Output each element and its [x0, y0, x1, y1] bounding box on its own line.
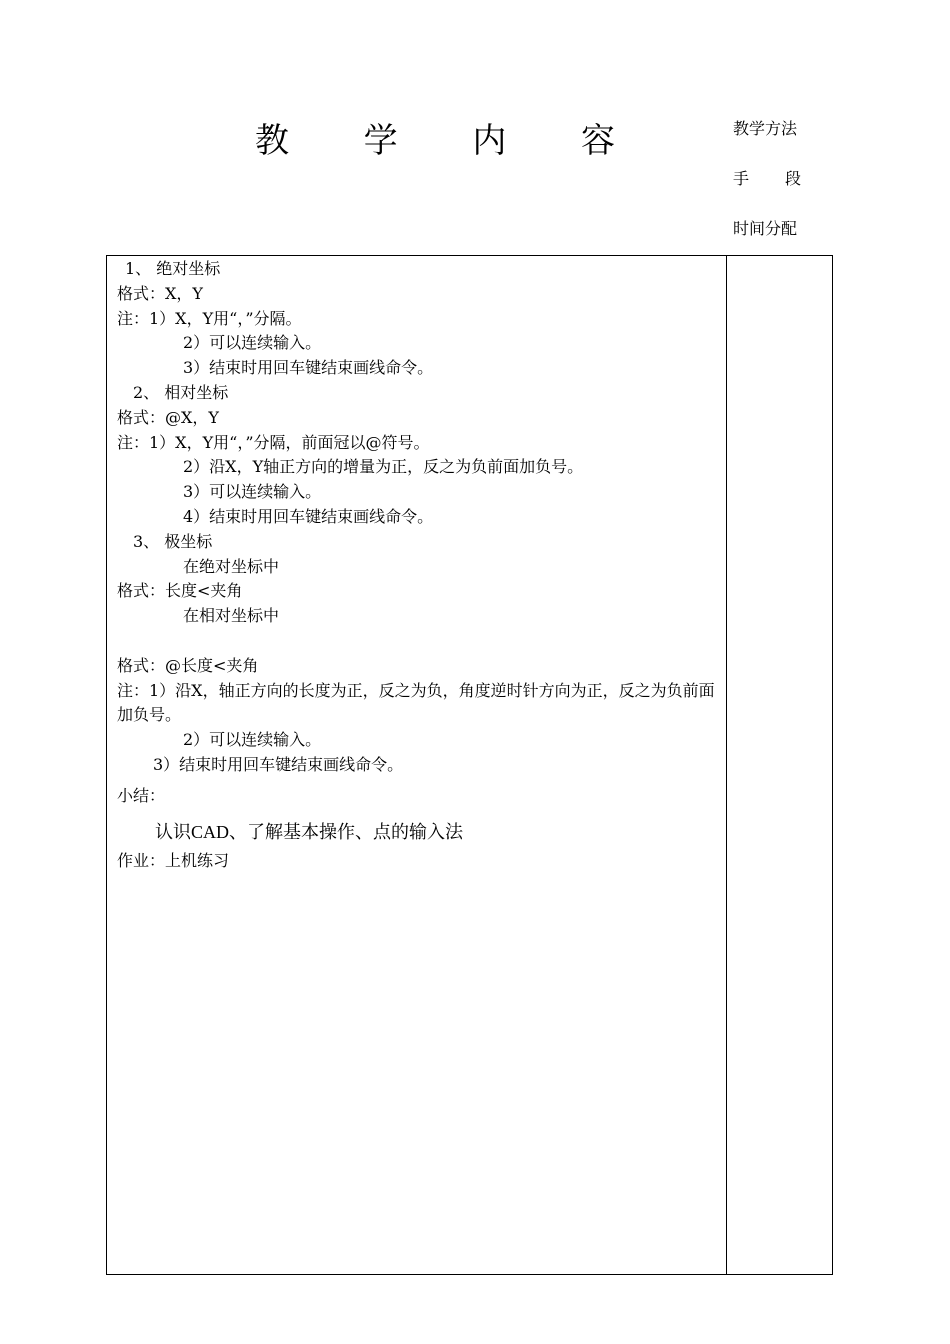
title-char-4: 容	[580, 121, 615, 161]
title-char-2: 学	[363, 121, 398, 161]
format-line: 格式：X，Y	[117, 283, 203, 303]
note-line: 注：1）沿X，轴正方向的长度为正，反之为负，角度逆时针方向为正，反之为负前面加负号。	[117, 680, 715, 725]
means-char-2: 段	[784, 169, 801, 188]
format-line: 格式：@长度<夹角	[117, 655, 259, 675]
summary-label: 小结：	[117, 785, 166, 805]
teaching-method-heading: 教学方法	[733, 119, 798, 138]
format-line: 格式：长度<夹角	[117, 581, 243, 601]
subheading-line: 在绝对坐标中	[183, 556, 280, 576]
section-heading-relative: 2、 相对坐标	[133, 382, 229, 402]
content-cell	[117, 257, 717, 873]
note-line: 4）结束时用回车键结束画线命令。	[183, 506, 434, 526]
note-line: 2）可以连续输入。	[183, 730, 322, 750]
blank-line	[117, 629, 717, 654]
title-char-1: 教	[255, 121, 289, 161]
note-line: 3）结束时用回车键结束画线命令。	[183, 358, 434, 378]
subheading-line: 在相对坐标中	[183, 606, 280, 626]
section-heading-polar: 3、 极坐标	[133, 531, 213, 551]
format-line: 格式：@X，Y	[117, 407, 219, 427]
note-line: 2）沿X，Y轴正方向的增量为正，反之为负前面加负号。	[183, 457, 584, 477]
title-char-3: 内	[472, 121, 507, 161]
homework-line: 作业：上机练习	[117, 850, 230, 870]
means-heading	[733, 168, 801, 190]
time-allocation-heading: 时间分配	[733, 219, 798, 238]
summary-text: 认识CAD、了解基本操作、点的输入法	[155, 821, 464, 842]
note-line: 3）可以连续输入。	[183, 482, 322, 502]
note-line: 3）结束时用回车键结束画线命令。	[153, 754, 404, 774]
content-table	[106, 255, 833, 1275]
note-line: 2）可以连续输入。	[183, 333, 322, 353]
means-char-1: 手	[733, 169, 750, 188]
section-heading-absolute: 1、 绝对坐标	[125, 259, 221, 278]
note-line: 注：1）X，Y用“，”分隔。	[117, 308, 302, 328]
page-title	[255, 118, 615, 164]
note-line: 注：1）X，Y用“，”分隔，前面冠以@符号。	[117, 432, 430, 452]
method-column-cell	[727, 256, 832, 1274]
